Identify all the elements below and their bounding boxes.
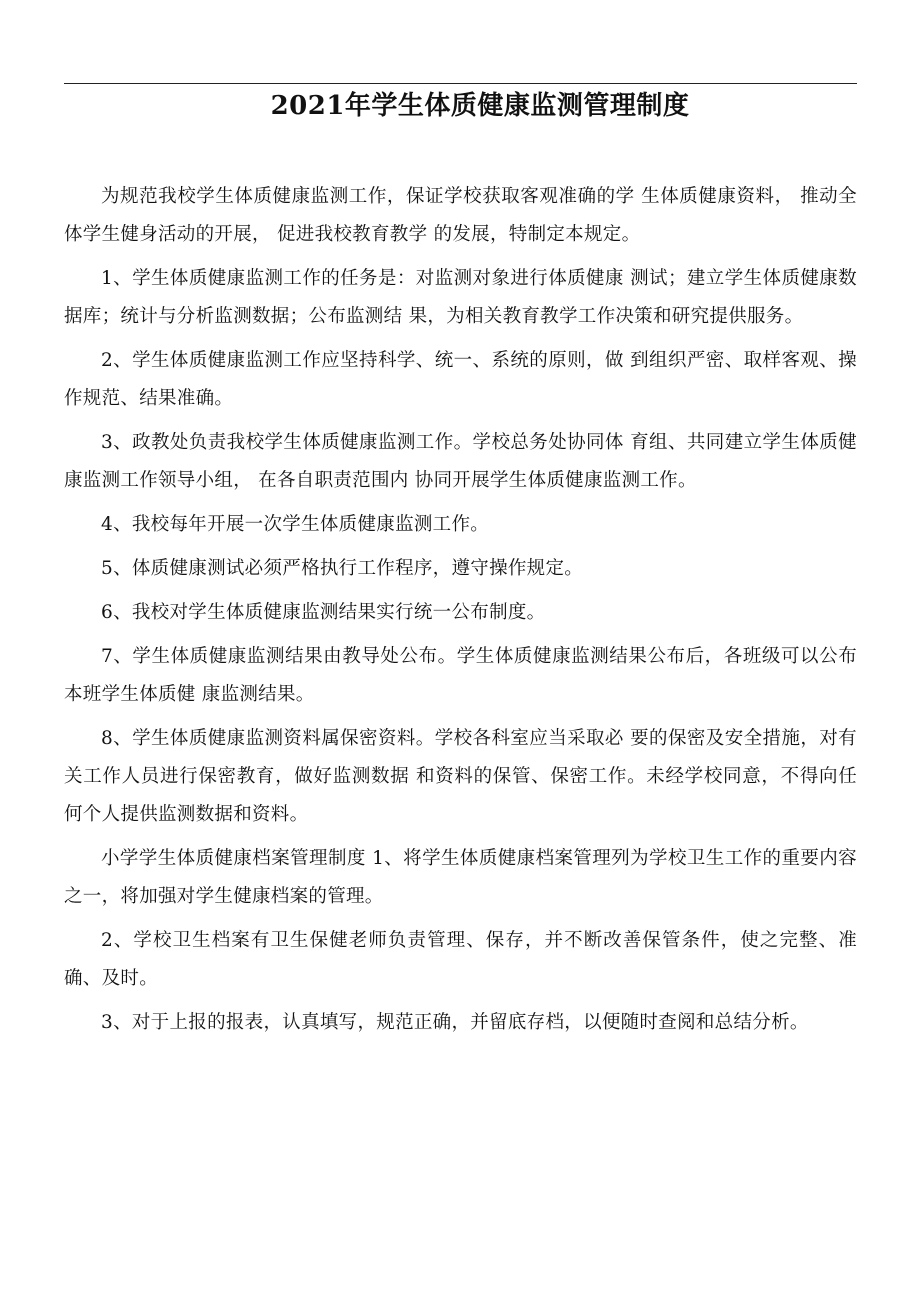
paragraph-3: 3、政教处负责我校学生体质健康监测工作。学校总务处协同体 育组、共同建立学生体质健康监测工作领导小组， 在各自职责范围内 协同开展学生体质健康监测工作。	[64, 432, 857, 491]
paragraph-2: 2、学生体质健康监测工作应坚持科学、统一、系统的原则，做 到组织严密、取样客观、操作规范、结果准确。	[64, 350, 857, 409]
paragraph-archive-1: 小学学生体质健康档案管理制度 1、将学生体质健康档案管理列为学校卫生工作的重要内容之一，将加强对学生健康档案的管理。	[64, 848, 857, 907]
paragraph-4: 4、我校每年开展一次学生体质健康监测工作。	[101, 514, 490, 535]
paragraph-archive-2: 2、学校卫生档案有卫生保健老师负责管理、保存，并不断改善保管条件，使之完整、准确、及时。	[64, 930, 857, 989]
document-title: 2021年学生体质健康监测管理制度	[270, 91, 690, 121]
header-rule	[64, 83, 857, 84]
paragraph-7: 7、学生体质健康监测结果由教导处公布。学生体质健康监测结果公布后，各班级可以公布本班学生体质健 康监测结果。	[64, 646, 857, 705]
paragraph-1: 1、学生体质健康监测工作的任务是：对监测对象进行体质健康 测试；建立学生体质健康数据库；统计与分析监测数据；公布监测结 果，为相关教育教学工作决策和研究提供服务。	[64, 268, 857, 327]
paragraph-5: 5、体质健康测试必须严格执行工作程序，遵守操作规定。	[101, 558, 584, 579]
paragraph-archive-3: 3、对于上报的报表，认真填写，规范正确，并留底存档，以便随时查阅和总结分析。	[101, 1012, 809, 1033]
paragraph-6: 6、我校对学生体质健康监测结果实行统一公布制度。	[101, 602, 546, 623]
document-body	[64, 178, 857, 1048]
paragraph-8: 8、学生体质健康监测资料属保密资料。学校各科室应当采取必 要的保密及安全措施，对有关工作人员进行保密教育，做好监测数据 和资料的保管、保密工作。未经学校同意，不得向任何个人提供监测数据和资料。	[64, 728, 857, 825]
paragraph-intro: 为规范我校学生体质健康监测工作，保证学校获取客观准确的学 生体质健康资料， 推动全体学生健身活动的开展， 促进我校教育教学 的发展，特制定本规定。	[64, 186, 857, 245]
